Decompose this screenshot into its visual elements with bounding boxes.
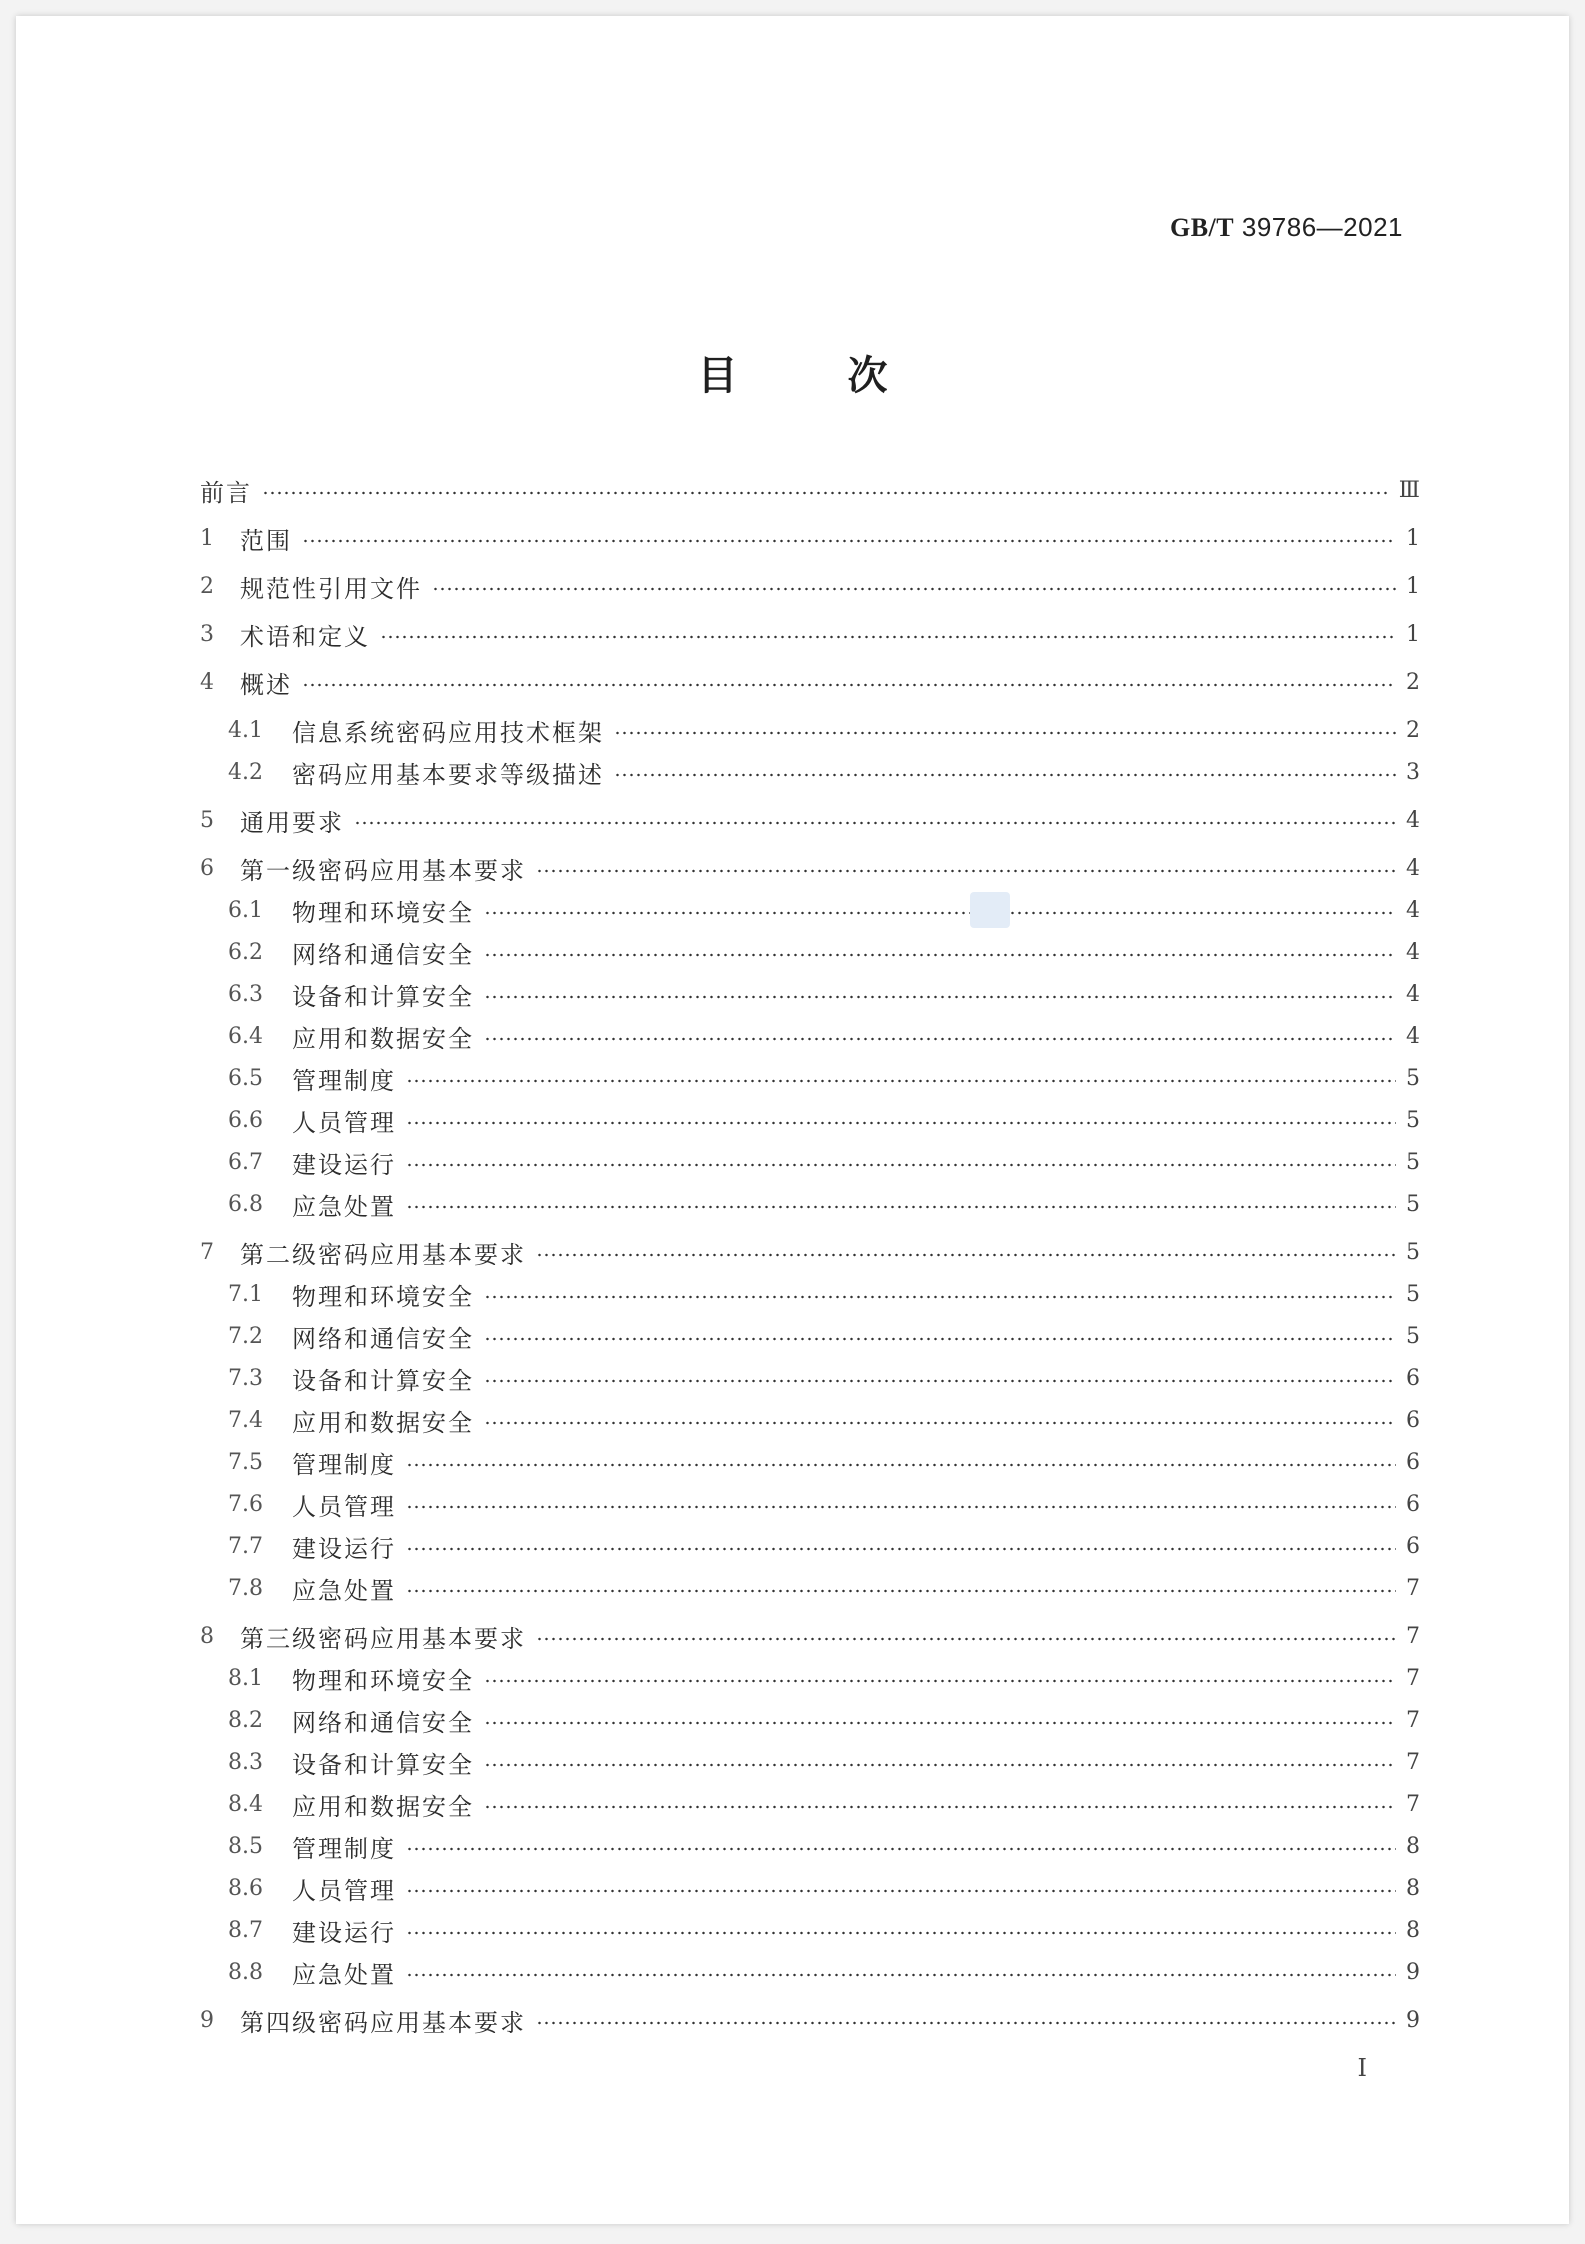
toc-entry	[200, 1018, 1420, 1054]
toc-entry	[200, 850, 1420, 886]
standard-code-prefix: GB/T	[1169, 213, 1235, 242]
toc-entry	[200, 520, 1420, 556]
toc-entry-number: 8.1	[228, 1665, 263, 1691]
toc-entry-page: 6	[1406, 1365, 1420, 1391]
toc-entry-label: 物理和环境安全	[292, 1282, 474, 1311]
toc-entry-label: 建设运行	[292, 1150, 396, 1179]
toc-entry	[200, 616, 1420, 652]
standard-code-number: 39786—2021	[1241, 212, 1403, 242]
toc-entry-page: 9	[1406, 2007, 1420, 2033]
toc-entry-number: 8	[200, 1623, 214, 1649]
toc-leader-dots	[484, 1379, 1396, 1383]
toc-entry-number: 8.4	[228, 1791, 263, 1817]
toc-entry-label: 范围	[240, 526, 292, 555]
toc-entry-number: 8.2	[228, 1707, 263, 1733]
toc-entry	[200, 1186, 1420, 1222]
toc-entry	[200, 892, 1420, 928]
toc-leader-dots	[406, 1163, 1396, 1167]
toc-entry	[200, 1744, 1420, 1780]
toc-entry-number: 6	[200, 855, 214, 881]
toc-entry-page: 4	[1406, 939, 1420, 965]
toc-leader-dots	[614, 731, 1396, 735]
toc-entry-number: 7.5	[228, 1449, 263, 1475]
toc-entry-label: 管理制度	[292, 1450, 396, 1479]
toc-entry-page: 1	[1406, 525, 1420, 551]
toc-leader-dots	[484, 1337, 1396, 1341]
toc-entry	[200, 568, 1420, 604]
toc-entry-page: 7	[1406, 1623, 1420, 1649]
toc-leader-dots	[484, 1679, 1396, 1683]
toc-entry-page: 7	[1406, 1575, 1420, 1601]
toc-leader-dots	[406, 1931, 1396, 1935]
toc-leader-dots	[536, 2021, 1396, 2025]
page-number: I	[1357, 2054, 1367, 2082]
toc-entry-page: 5	[1406, 1191, 1420, 1217]
toc-entry	[200, 1702, 1420, 1738]
toc-entry-page: 1	[1406, 573, 1420, 599]
toc-entry	[200, 1144, 1420, 1180]
toc-entry-number: 7.1	[228, 1281, 263, 1307]
toc-leader-dots	[302, 683, 1396, 687]
toc-entry-label: 概述	[240, 670, 292, 699]
toc-leader-dots	[380, 635, 1396, 639]
toc-leader-dots	[406, 1973, 1396, 1977]
toc-entry-label: 设备和计算安全	[292, 982, 474, 1011]
toc-entry	[200, 1618, 1420, 1654]
toc-entry	[200, 712, 1420, 748]
toc-entry-page: 4	[1406, 1023, 1420, 1049]
toc-entry-page: 9	[1406, 1959, 1420, 1985]
toc-leader-dots	[484, 953, 1396, 957]
toc-entry-number: 6.1	[228, 897, 263, 923]
toc-entry-number: 4.2	[228, 759, 263, 785]
toc-leader-dots	[406, 1205, 1396, 1209]
toc-leader-dots	[484, 1721, 1396, 1725]
toc-entry	[200, 1912, 1420, 1948]
toc-entry-number: 3	[200, 621, 214, 647]
toc-entry-label: 信息系统密码应用技术框架	[292, 718, 604, 747]
toc-leader-dots	[484, 1295, 1396, 1299]
toc-entry-number: 4	[200, 669, 214, 695]
toc-entry-label: 第三级密码应用基本要求	[240, 1624, 526, 1653]
toc-entry-label: 管理制度	[292, 1834, 396, 1863]
toc-leader-dots	[484, 1763, 1396, 1767]
toc-entry-page: 7	[1406, 1707, 1420, 1733]
toc-entry-label: 密码应用基本要求等级描述	[292, 760, 604, 789]
toc-entry-label: 第一级密码应用基本要求	[240, 856, 526, 885]
toc-entry-label: 人员管理	[292, 1876, 396, 1905]
toc-entry-page: 5	[1406, 1149, 1420, 1175]
toc-entry	[200, 1528, 1420, 1564]
toc-entry-page: 1	[1406, 621, 1420, 647]
toc-leader-dots	[484, 1805, 1396, 1809]
toc-entry-page: 5	[1406, 1065, 1420, 1091]
toc-leader-dots	[536, 1637, 1396, 1641]
toc-entry-number: 7.3	[228, 1365, 263, 1391]
toc-entry-page: 2	[1406, 669, 1420, 695]
toc-entry-label: 第四级密码应用基本要求	[240, 2008, 526, 2037]
toc-entry	[200, 664, 1420, 700]
toc-entry-label: 应用和数据安全	[292, 1792, 474, 1821]
toc-entry-label: 管理制度	[292, 1066, 396, 1095]
toc-entry-number: 7.2	[228, 1323, 263, 1349]
toc-entry-label: 人员管理	[292, 1108, 396, 1137]
toc-entry-number: 2	[200, 573, 214, 599]
toc-entry-page: 5	[1406, 1239, 1420, 1265]
toc-entry	[200, 1060, 1420, 1096]
toc-entry	[200, 1102, 1420, 1138]
toc-entry-page: Ⅲ	[1398, 477, 1420, 503]
toc-leader-dots	[302, 539, 1396, 543]
toc-entry-label: 网络和通信安全	[292, 940, 474, 969]
toc-entry	[200, 1570, 1420, 1606]
toc-entry-label: 应用和数据安全	[292, 1024, 474, 1053]
toc-leader-dots	[406, 1505, 1396, 1509]
toc-entry-number: 1	[200, 525, 214, 551]
toc-entry	[200, 1234, 1420, 1270]
toc-entry-page: 4	[1406, 855, 1420, 881]
toc-entry-page: 7	[1406, 1665, 1420, 1691]
toc-entry	[200, 934, 1420, 970]
toc-entry-page: 5	[1406, 1107, 1420, 1133]
toc-leader-dots	[262, 491, 1389, 495]
toc-entry	[200, 976, 1420, 1012]
toc-entry-number: 9	[200, 2007, 214, 2033]
toc-entry-page: 8	[1406, 1875, 1420, 1901]
toc-leader-dots	[484, 1421, 1396, 1425]
toc-leader-dots	[484, 1037, 1396, 1041]
toc-entry-label: 物理和环境安全	[292, 1666, 474, 1695]
toc-entry-number: 6.3	[228, 981, 263, 1007]
toc-entry-number: 7.6	[228, 1491, 263, 1517]
toc-leader-dots	[406, 1589, 1396, 1593]
toc-entry-label: 应急处置	[292, 1960, 396, 1989]
toc-leader-dots	[406, 1079, 1396, 1083]
toc-entry-label: 建设运行	[292, 1918, 396, 1947]
toc-entry-label: 应急处置	[292, 1192, 396, 1221]
toc-entry-number: 7.4	[228, 1407, 263, 1433]
toc-entry-page: 6	[1406, 1407, 1420, 1433]
toc-entry	[200, 1828, 1420, 1864]
toc-entry-label: 网络和通信安全	[292, 1324, 474, 1353]
toc-leader-dots	[406, 1547, 1396, 1551]
toc-entry-number: 8.8	[228, 1959, 263, 1985]
toc-title: 目次	[697, 353, 998, 399]
toc-entry-number: 6.6	[228, 1107, 263, 1133]
toc-entry-label: 物理和环境安全	[292, 898, 474, 927]
toc-entry	[200, 472, 1420, 508]
toc-entry-number: 5	[200, 807, 214, 833]
toc-entry	[200, 1870, 1420, 1906]
toc-entry	[200, 1486, 1420, 1522]
toc-entry-page: 5	[1406, 1323, 1420, 1349]
toc-entry-page: 6	[1406, 1533, 1420, 1559]
standard-code	[1170, 212, 1403, 243]
toc-entry-page: 3	[1406, 759, 1420, 785]
toc-entry-number: 6.8	[228, 1191, 263, 1217]
toc-entry-label: 应急处置	[292, 1576, 396, 1605]
toc-entry-number: 8.3	[228, 1749, 263, 1775]
toc-entry-label: 人员管理	[292, 1492, 396, 1521]
toc-leader-dots	[432, 587, 1396, 591]
toc-entry-page: 5	[1406, 1281, 1420, 1307]
toc-entry-number: 6.7	[228, 1149, 263, 1175]
toc-entry-label: 应用和数据安全	[292, 1408, 474, 1437]
toc-entry	[200, 1276, 1420, 1312]
toc-leader-dots	[484, 911, 1396, 915]
toc-entry-label: 规范性引用文件	[240, 574, 422, 603]
toc-leader-dots	[614, 773, 1396, 777]
toc-entry-label: 设备和计算安全	[292, 1366, 474, 1395]
toc-leader-dots	[406, 1463, 1396, 1467]
toc-entry	[200, 1660, 1420, 1696]
toc-entry	[200, 754, 1420, 790]
toc-leader-dots	[536, 1253, 1396, 1257]
toc-entry-number: 8.6	[228, 1875, 263, 1901]
toc-entry-number: 4.1	[228, 717, 263, 743]
toc-leader-dots	[484, 995, 1396, 999]
toc-leader-dots	[406, 1847, 1396, 1851]
toc-entry-number: 8.7	[228, 1917, 263, 1943]
toc-entry-number: 6.5	[228, 1065, 263, 1091]
toc-entry-page: 6	[1406, 1491, 1420, 1517]
toc-entry-number: 8.5	[228, 1833, 263, 1859]
toc-entry-page: 6	[1406, 1449, 1420, 1475]
toc-entry	[200, 1444, 1420, 1480]
toc-entry-label: 前言	[200, 478, 252, 507]
toc-entry	[200, 1786, 1420, 1822]
toc-entry-number: 6.2	[228, 939, 263, 965]
toc-entry	[200, 1360, 1420, 1396]
toc-entry-number: 7.8	[228, 1575, 263, 1601]
toc-entry-label: 第二级密码应用基本要求	[240, 1240, 526, 1269]
toc-entry-label: 网络和通信安全	[292, 1708, 474, 1737]
toc-entry-number: 6.4	[228, 1023, 263, 1049]
toc-leader-dots	[406, 1889, 1396, 1893]
toc-entry-page: 8	[1406, 1917, 1420, 1943]
toc-entry	[200, 1318, 1420, 1354]
toc-entry-number: 7.7	[228, 1533, 263, 1559]
toc-entry-label: 通用要求	[240, 808, 344, 837]
toc-entry-page: 7	[1406, 1791, 1420, 1817]
toc-entry-label: 术语和定义	[240, 622, 370, 651]
toc-entry	[200, 802, 1420, 838]
toc-entry-page: 4	[1406, 897, 1420, 923]
toc-entry-label: 设备和计算安全	[292, 1750, 474, 1779]
watermark-icon	[970, 892, 1010, 928]
toc-leader-dots	[536, 869, 1396, 873]
toc-entry	[200, 1954, 1420, 1990]
toc-entry-page: 4	[1406, 981, 1420, 1007]
toc-entry-page: 7	[1406, 1749, 1420, 1775]
toc-entry	[200, 1402, 1420, 1438]
toc-leader-dots	[406, 1121, 1396, 1125]
toc-entry-page: 2	[1406, 717, 1420, 743]
toc-entry-number: 7	[200, 1239, 214, 1265]
toc-entry	[200, 2002, 1420, 2038]
toc-entry-label: 建设运行	[292, 1534, 396, 1563]
toc-leader-dots	[354, 821, 1396, 825]
toc-entry-page: 4	[1406, 807, 1420, 833]
toc-entry-page: 8	[1406, 1833, 1420, 1859]
document-page	[16, 16, 1569, 2224]
